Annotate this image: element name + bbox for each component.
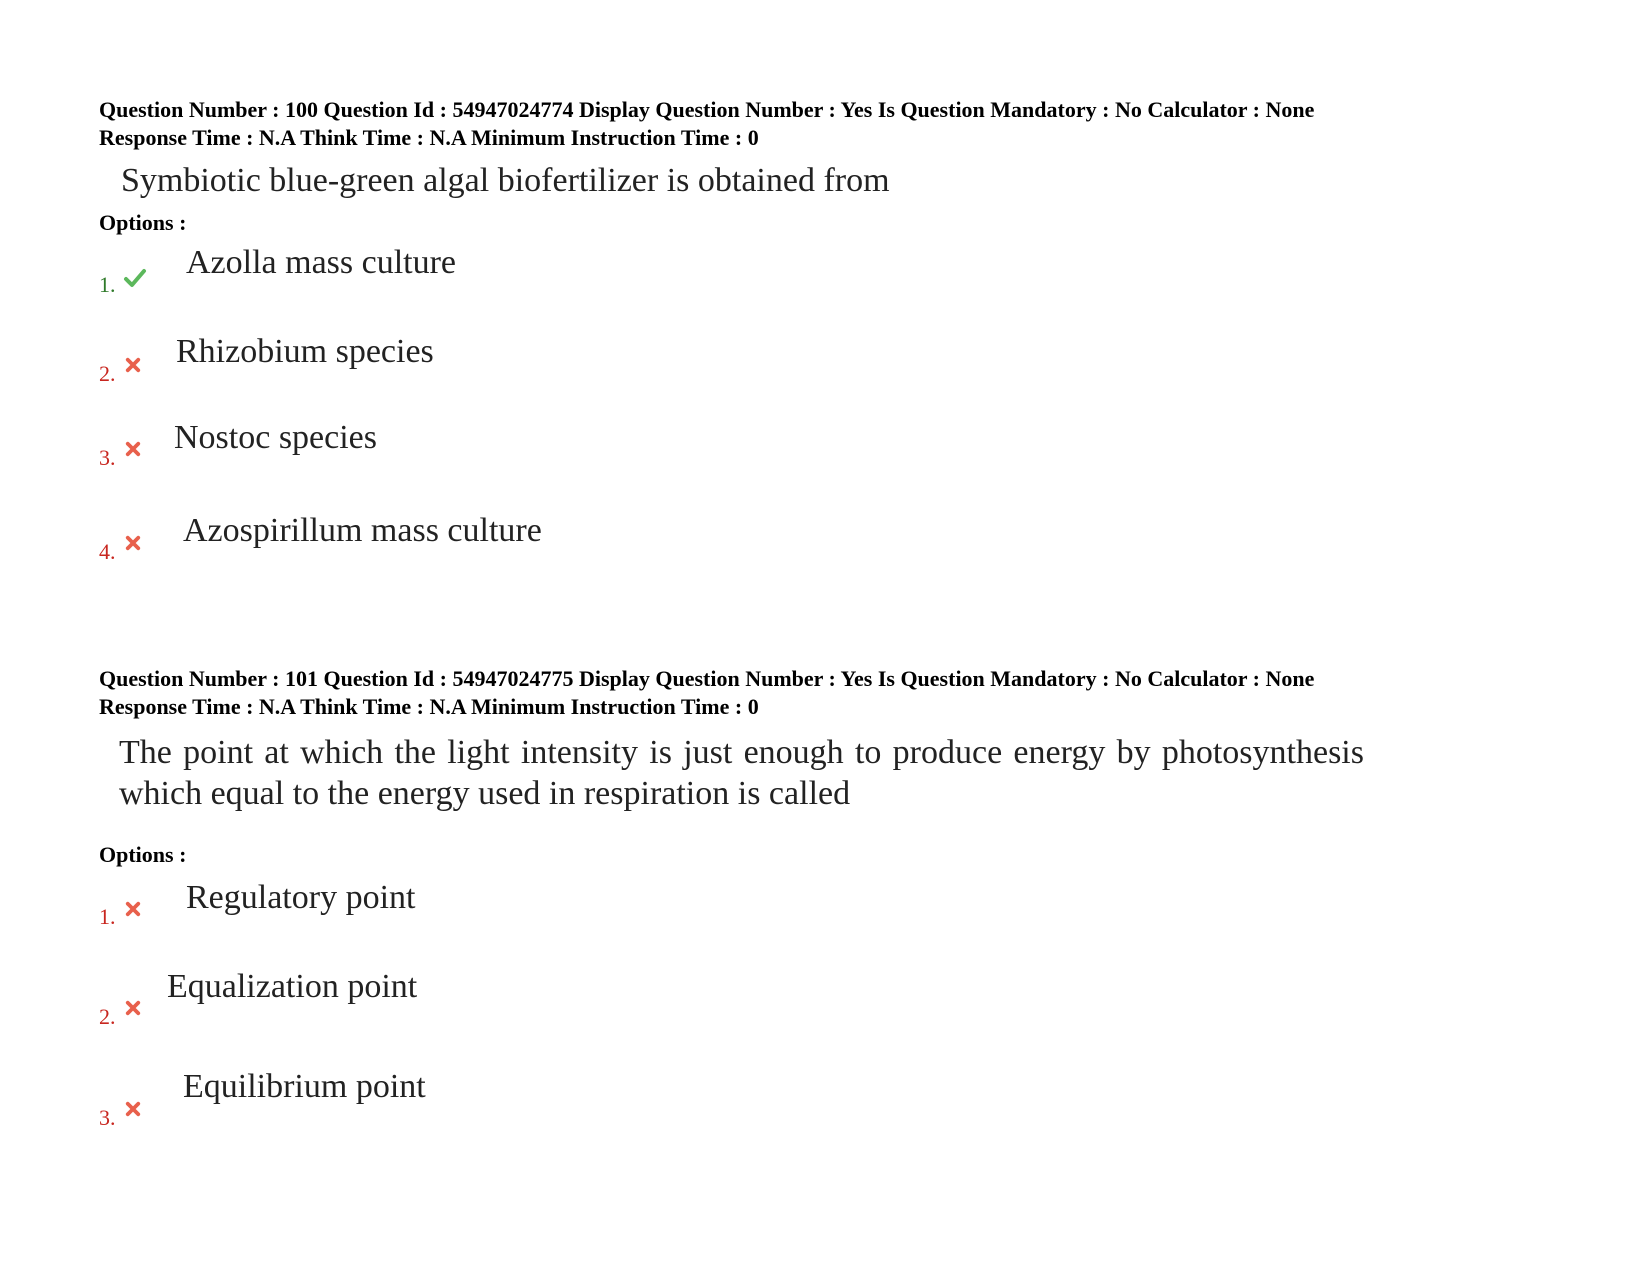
option-number: 3. bbox=[99, 1105, 116, 1130]
option-text: Rhizobium species bbox=[176, 333, 434, 370]
question-meta-line-1: Question Number : 101 Question Id : 54947024775 Display Question Number : Yes Is Question Mandatory : No Calculator : None bbox=[99, 666, 1315, 691]
check-icon bbox=[123, 266, 147, 290]
option-text: Azolla mass culture bbox=[186, 244, 457, 281]
option-text: Nostoc species bbox=[174, 419, 378, 456]
cross-icon bbox=[124, 440, 142, 458]
option-number: 1. bbox=[99, 904, 116, 929]
option-text: Equilibrium point bbox=[183, 1068, 426, 1105]
option-text: Regulatory point bbox=[186, 879, 416, 916]
question-meta-line-2: Response Time : N.A Think Time : N.A Minimum Instruction Time : 0 bbox=[99, 694, 759, 719]
question-text: Symbiotic blue-green algal biofertilizer is obtained from bbox=[121, 162, 890, 199]
question-block-101 bbox=[99, 665, 1599, 1130]
question-meta-line-1: Question Number : 100 Question Id : 54947024774 Display Question Number : Yes Is Question Mandatory : No Calculator : None bbox=[99, 97, 1315, 122]
options-label: Options : bbox=[99, 842, 187, 867]
cross-icon bbox=[124, 900, 142, 918]
option-text: Azospirillum mass culture bbox=[183, 512, 542, 549]
option-text: Equalization point bbox=[167, 968, 418, 1005]
question-text: The point at which the light intensity is just enough to produce energy by photosynthesis which equal to the energy used in respiration is called bbox=[119, 734, 1364, 812]
option-number: 4. bbox=[99, 539, 116, 564]
option-number: 3. bbox=[99, 445, 116, 470]
option-number: 1. bbox=[99, 272, 116, 297]
cross-icon bbox=[124, 534, 142, 552]
cross-icon bbox=[124, 1100, 142, 1118]
cross-icon bbox=[124, 356, 142, 374]
cross-icon bbox=[124, 999, 142, 1017]
option-number: 2. bbox=[99, 361, 116, 386]
option-number: 2. bbox=[99, 1004, 116, 1029]
question-block-100 bbox=[99, 96, 1599, 564]
question-meta-line-2: Response Time : N.A Think Time : N.A Minimum Instruction Time : 0 bbox=[99, 125, 759, 150]
options-label: Options : bbox=[99, 210, 187, 235]
